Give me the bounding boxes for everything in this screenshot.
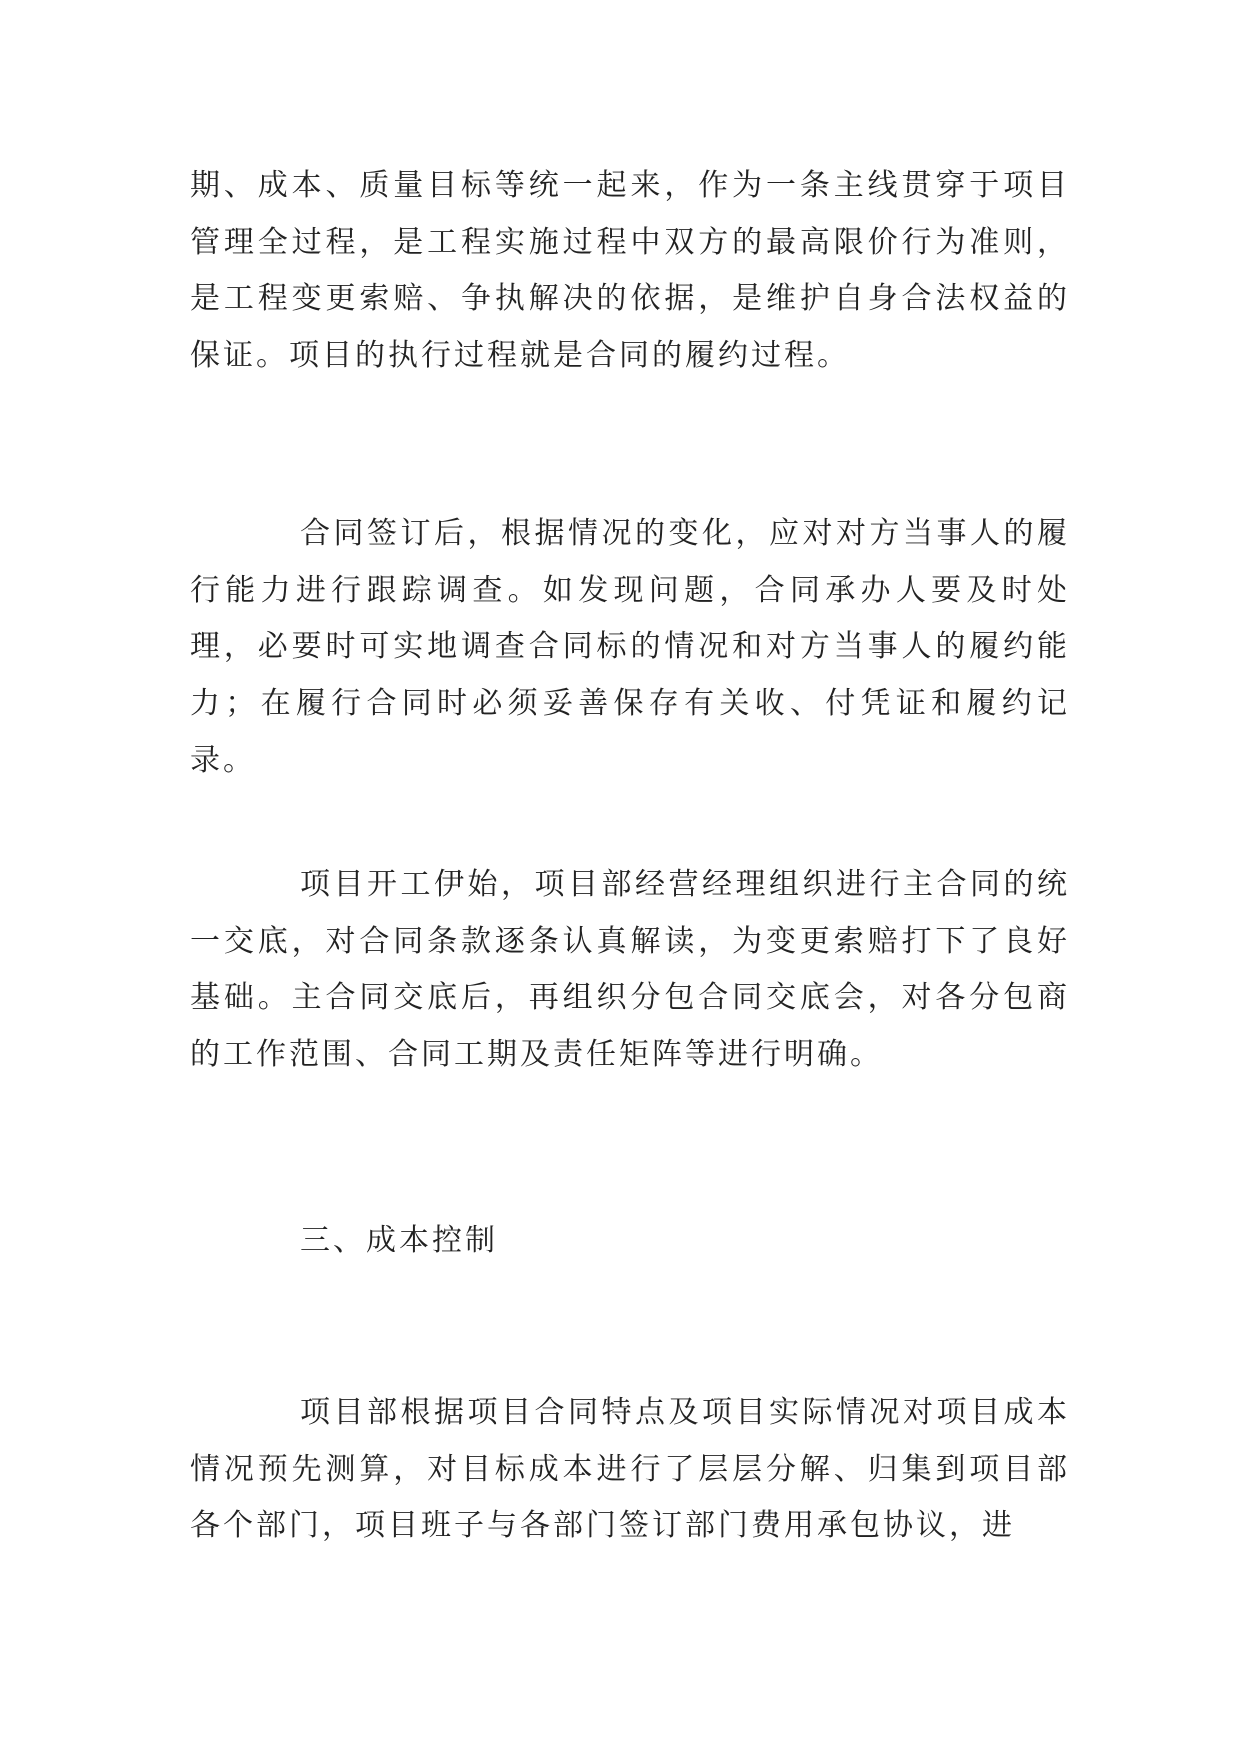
paragraph-contract-main-line: 期、成本、质量目标等统一起来，作为一条主线贯穿于项目管理全过程，是工程实施过程中双方的最高限价行为准则，是工程变更索赔、争执解决的依据，是维护自身合法权益的保证。项目的执行过程就是合同的履约过程。 — [190, 168, 1070, 374]
section-heading-cost-control: 三、成本控制 — [300, 1223, 498, 1258]
paragraph-cost-estimation: 项目部根据项目合同特点及项目实际情况对项目成本情况预先测算，对目标成本进行了层层分解、归集到项目部各个部门，项目班子与各部门签订部门费用承包协议，进 — [190, 1395, 1070, 1544]
paragraph-contract-tracking: 合同签订后，根据情况的变化，应对对方当事人的履行能力进行跟踪调查。如发现问题，合同承办人要及时处理，必要时可实地调查合同标的情况和对方当事人的履约能力；在履行合同时必须妥善保存有关收、付凭证和履约记录。 — [190, 516, 1070, 778]
paragraph-contract-disclosure: 项目开工伊始，项目部经营经理组织进行主合同的统一交底，对合同条款逐条认真解读，为变更索赔打下了良好基础。主合同交底后，再组织分包合同交底会，对各分包商的工作范围、合同工期及责任矩阵等进行明确。 — [190, 867, 1070, 1073]
